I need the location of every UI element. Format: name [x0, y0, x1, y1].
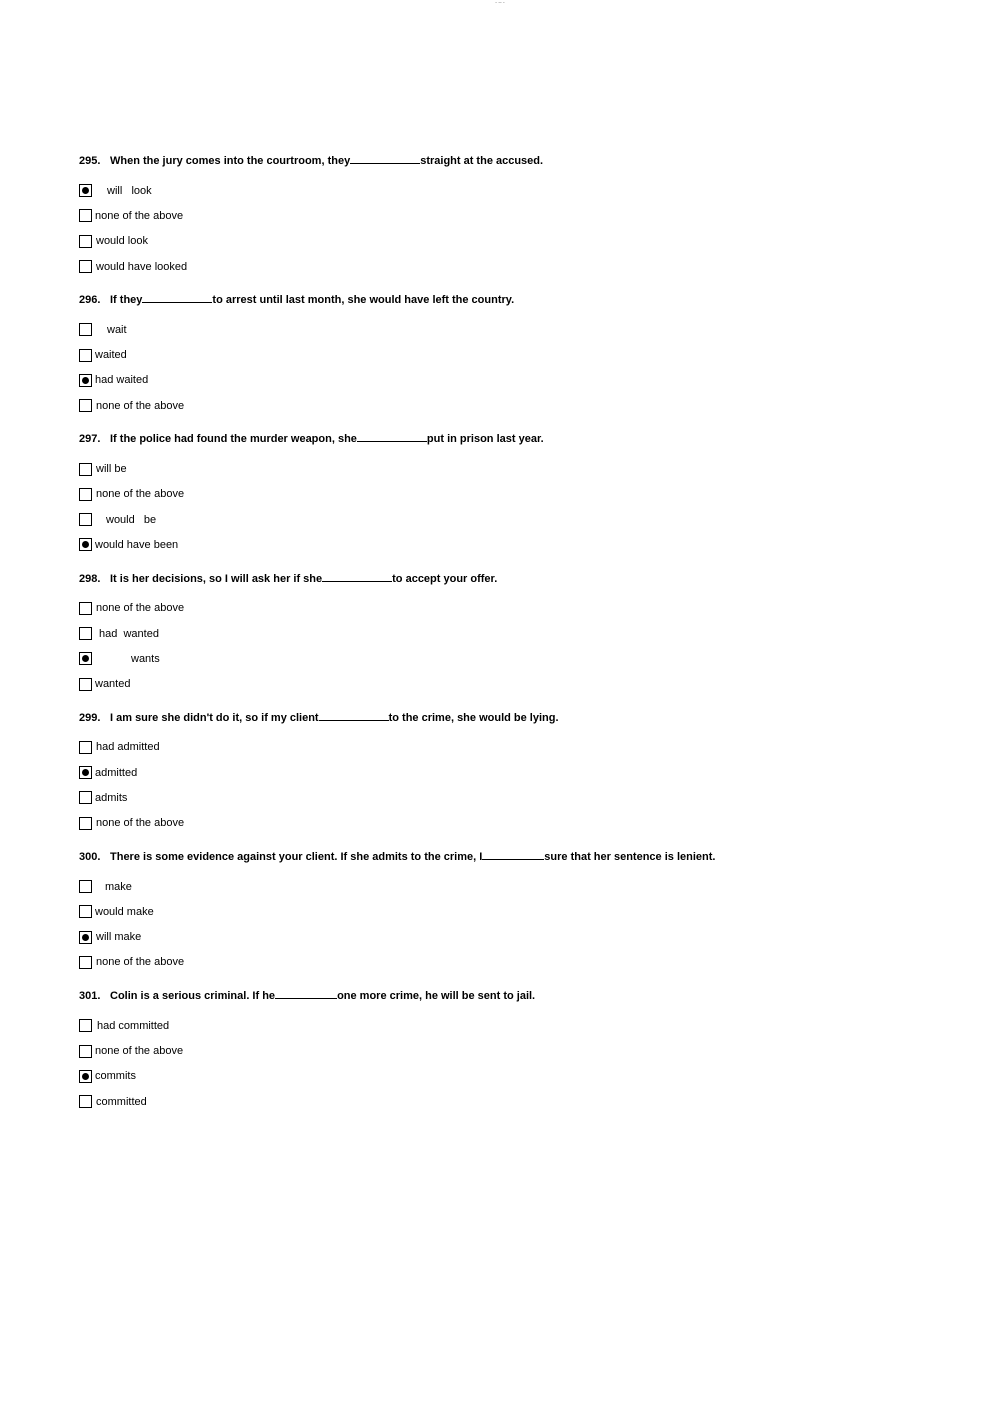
checkbox-checked-icon[interactable] — [79, 931, 92, 944]
question-stem — [79, 431, 959, 448]
answer-option[interactable] — [79, 229, 959, 254]
question-text-after: one more crime, he will be sent to jail. — [337, 990, 536, 1003]
question-number: 299. — [79, 711, 101, 724]
question-text-before: It is her decisions, so I will ask her if she — [110, 572, 323, 585]
answer-option[interactable] — [79, 203, 959, 228]
question-number: 301. — [79, 990, 101, 1003]
question-296 — [79, 292, 959, 418]
answer-option[interactable] — [79, 596, 959, 621]
answer-option[interactable] — [79, 342, 959, 367]
answer-option[interactable] — [79, 1064, 959, 1089]
question-stem — [79, 571, 959, 588]
checkbox-empty-icon[interactable] — [79, 880, 92, 893]
selected-dot-icon — [82, 377, 89, 384]
checkbox-checked-icon[interactable] — [79, 184, 92, 197]
question-number: 300. — [79, 850, 101, 863]
checkbox-checked-icon[interactable] — [79, 1070, 92, 1083]
answer-option[interactable] — [79, 178, 959, 203]
answer-option[interactable] — [79, 925, 959, 950]
checkbox-empty-icon[interactable] — [79, 905, 92, 918]
question-stem — [79, 153, 959, 170]
checkbox-empty-icon[interactable] — [79, 817, 92, 830]
answer-option-label: none of the above — [96, 602, 185, 615]
answer-option-label: admitted — [95, 766, 138, 779]
answer-option[interactable] — [79, 899, 959, 924]
question-text-before: If the police had found the murder weapon, she — [110, 433, 357, 446]
question-text-before: If they — [110, 294, 143, 307]
answer-option-label: none of the above — [96, 956, 185, 969]
checkbox-empty-icon[interactable] — [79, 513, 92, 526]
answer-option-label: would look — [96, 235, 148, 248]
checkbox-empty-icon[interactable] — [79, 235, 92, 248]
selected-dot-icon — [82, 655, 89, 662]
answer-option-label: commits — [95, 1070, 136, 1083]
answer-option-label: wait — [107, 323, 127, 336]
question-text-before: Colin is a serious criminal. If he — [110, 990, 276, 1003]
question-stem — [79, 849, 959, 866]
answer-option[interactable] — [79, 874, 959, 899]
checkbox-empty-icon[interactable] — [79, 791, 92, 804]
answer-option-label: none of the above — [96, 817, 185, 830]
answer-option[interactable] — [79, 507, 959, 532]
answer-option-label: will be — [96, 463, 127, 476]
question-number: 296. — [79, 294, 101, 307]
answer-option-label: admits — [95, 791, 128, 804]
answer-option-label: wanted — [95, 678, 131, 691]
answer-option-label: none of the above — [95, 1045, 184, 1058]
question-text-before: I am sure she didn't do it, so if my client — [110, 711, 319, 724]
answer-option-label: wants — [131, 652, 160, 665]
selected-dot-icon — [82, 934, 89, 941]
answer-option-label: had wanted — [99, 627, 159, 640]
question-299 — [79, 710, 959, 836]
answer-blank — [322, 571, 392, 582]
answer-option[interactable] — [79, 317, 959, 342]
question-stem — [79, 292, 959, 309]
checkbox-empty-icon[interactable] — [79, 1019, 92, 1032]
answer-option[interactable] — [79, 811, 959, 836]
answer-option[interactable] — [79, 785, 959, 810]
answer-option[interactable] — [79, 532, 959, 557]
question-number: 298. — [79, 572, 101, 585]
checkbox-empty-icon[interactable] — [79, 1095, 92, 1108]
answer-option-label: had committed — [97, 1019, 170, 1032]
page-header: - -- - — [495, 0, 505, 6]
checkbox-checked-icon[interactable] — [79, 652, 92, 665]
answer-option-label: would be — [106, 513, 157, 526]
checkbox-empty-icon[interactable] — [79, 463, 92, 476]
answer-option[interactable] — [79, 671, 959, 696]
answer-option[interactable] — [79, 393, 959, 418]
answer-option-label: would have been — [95, 538, 179, 551]
answer-option-label: none of the above — [96, 488, 185, 501]
answer-option[interactable] — [79, 1013, 959, 1038]
answer-option-label: waited — [95, 349, 127, 362]
checkbox-checked-icon[interactable] — [79, 766, 92, 779]
answer-option[interactable] — [79, 760, 959, 785]
checkbox-empty-icon[interactable] — [79, 627, 92, 640]
answer-option[interactable] — [79, 950, 959, 975]
checkbox-checked-icon[interactable] — [79, 374, 92, 387]
answer-option[interactable] — [79, 646, 959, 671]
answer-option[interactable] — [79, 254, 959, 279]
checkbox-checked-icon[interactable] — [79, 538, 92, 551]
question-301 — [79, 988, 959, 1114]
question-298 — [79, 571, 959, 697]
question-text-after: to arrest until last month, she would have left the country. — [212, 294, 515, 307]
question-text-after: to accept your offer. — [392, 572, 498, 585]
answer-option[interactable] — [79, 456, 959, 481]
checkbox-empty-icon[interactable] — [79, 488, 92, 501]
question-text-after: to the crime, she would be lying. — [388, 711, 559, 724]
checkbox-empty-icon[interactable] — [79, 602, 92, 615]
question-text-before: There is some evidence against your client. If she admits to the crime, I — [110, 850, 483, 863]
selected-dot-icon — [82, 769, 89, 776]
question-text-after: put in prison last year. — [426, 433, 544, 446]
answer-blank — [482, 849, 544, 860]
question-300 — [79, 849, 959, 975]
question-text-before: When the jury comes into the courtroom, they — [110, 155, 351, 167]
checkbox-empty-icon[interactable] — [79, 1045, 92, 1058]
answer-blank — [357, 431, 427, 442]
checkbox-empty-icon[interactable] — [79, 323, 92, 336]
question-stem — [79, 710, 959, 727]
answer-blank — [142, 292, 212, 303]
question-stem — [79, 988, 959, 1005]
checkbox-empty-icon[interactable] — [79, 349, 92, 362]
answer-option-label: will make — [96, 931, 142, 944]
answer-option-label: make — [105, 880, 132, 893]
answer-blank — [319, 710, 389, 721]
answer-option[interactable] — [79, 1038, 959, 1063]
answer-blank — [275, 988, 337, 999]
question-list — [79, 153, 959, 1127]
question-number: 297. — [79, 433, 101, 446]
question-295 — [79, 153, 959, 279]
checkbox-empty-icon[interactable] — [79, 209, 92, 222]
answer-option[interactable] — [79, 1089, 959, 1114]
answer-option[interactable] — [79, 735, 959, 760]
answer-option[interactable] — [79, 621, 959, 646]
selected-dot-icon — [82, 187, 89, 194]
checkbox-empty-icon[interactable] — [79, 260, 92, 273]
answer-option[interactable] — [79, 482, 959, 507]
answer-option-label: would make — [95, 905, 154, 918]
checkbox-empty-icon[interactable] — [79, 678, 92, 691]
answer-option[interactable] — [79, 368, 959, 393]
answer-option-label: would have looked — [96, 260, 188, 273]
question-number: 295. — [79, 155, 101, 167]
answer-option-label: had admitted — [96, 741, 160, 754]
checkbox-empty-icon[interactable] — [79, 956, 92, 969]
selected-dot-icon — [82, 1073, 89, 1080]
answer-option-label: had waited — [95, 374, 149, 387]
selected-dot-icon — [82, 541, 89, 548]
question-text-after: sure that her sentence is lenient. — [544, 850, 716, 863]
answer-option-label: none of the above — [95, 209, 184, 222]
answer-option-label: committed — [96, 1095, 147, 1108]
answer-option-label: will look — [107, 184, 152, 197]
answer-blank — [350, 153, 420, 164]
question-297 — [79, 431, 959, 557]
answer-option-label: none of the above — [96, 399, 185, 412]
question-text-after: straight at the accused. — [420, 155, 544, 167]
checkbox-empty-icon[interactable] — [79, 399, 92, 412]
checkbox-empty-icon[interactable] — [79, 741, 92, 754]
